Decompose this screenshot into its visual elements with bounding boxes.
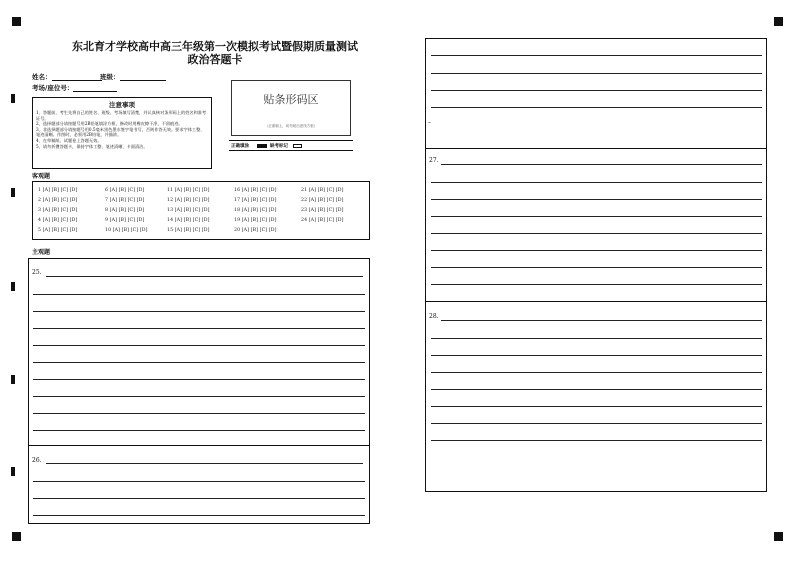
- answer-box-q25[interactable]: [28, 258, 370, 446]
- answer-line: [33, 328, 365, 329]
- side-timing-mark: [11, 467, 15, 476]
- objective-question-10[interactable]: 10 [A] [B] [C] [D]: [105, 228, 148, 233]
- notice-item: 1、答题前，考生先将自己的姓名、班级、考场填写清楚，并认真核对条形码上的姓名和准考证号。: [36, 110, 207, 121]
- objective-question-2[interactable]: 2 [A] [B] [C] [D]: [38, 198, 78, 203]
- answer-line: [33, 481, 365, 482]
- objective-question-8[interactable]: 8 [A] [B] [C] [D]: [105, 208, 145, 213]
- room-seat-field[interactable]: [32, 83, 117, 92]
- answer-line: [431, 423, 762, 424]
- answer-line: [33, 515, 365, 516]
- objective-question-6[interactable]: 6 [A] [B] [C] [D]: [105, 188, 145, 193]
- answer-line: [33, 294, 365, 295]
- notice-item: 5、请勿折叠答题卡，保持字体工整、笔迹清晰、卡面清洁。: [36, 143, 148, 149]
- name-label: 姓名：: [32, 73, 52, 81]
- answer-line: [431, 389, 762, 390]
- objective-question-19[interactable]: 19 [A] [B] [C] [D]: [234, 218, 277, 223]
- question-number-27: 27.: [429, 157, 439, 164]
- question-number-28: 28.: [429, 313, 439, 320]
- question-number-26: 26.: [32, 457, 42, 464]
- answer-line: [46, 463, 363, 464]
- barcode-note: （正面朝上，切勿贴出虚线方框）: [264, 124, 318, 128]
- objective-question-15[interactable]: 15 [A] [B] [C] [D]: [167, 228, 210, 233]
- answer-line: [431, 372, 762, 373]
- answer-box-q28[interactable]: [425, 301, 767, 492]
- answer-line: [33, 311, 365, 312]
- answer-line: [431, 73, 762, 74]
- barcode-area: [231, 80, 351, 136]
- answer-line: [46, 276, 363, 277]
- answer-line: [431, 250, 762, 251]
- notice-item: 4、在草稿纸、试题卷上答题无效。: [36, 137, 102, 143]
- answer-line: [441, 164, 762, 165]
- exam-title: 东北育才学校高中高三年级第一次模拟考试暨假期质量测试: [72, 40, 358, 53]
- objective-question-20[interactable]: 20 [A] [B] [C] [D]: [234, 228, 277, 233]
- fill-example-row: [229, 140, 353, 151]
- correct-fill-label: 正确填涂: [231, 143, 249, 149]
- name-field[interactable]: [32, 72, 102, 81]
- side-timing-mark: [11, 282, 15, 291]
- notice-item: 2、选择题部分请按题号用2B铅笔填涂方框，修改时用橡皮擦干净，不留痕迹。: [36, 121, 183, 127]
- objective-question-23[interactable]: 23 [A] [B] [C] [D]: [301, 208, 344, 213]
- class-label: 班级：: [100, 73, 120, 81]
- objective-section-label: 客观题: [32, 173, 51, 180]
- answer-line: [431, 199, 762, 200]
- answer-line: [33, 413, 365, 414]
- objective-question-11[interactable]: 11 [A] [B] [C] [D]: [167, 188, 210, 193]
- continuation-dash: –: [428, 119, 431, 126]
- class-field[interactable]: [100, 72, 166, 81]
- answer-box-q26[interactable]: [28, 445, 370, 524]
- alignment-marker-bottom-left: [12, 532, 21, 541]
- answer-line: [431, 55, 762, 56]
- answer-line: [33, 430, 365, 431]
- answer-sheet-subtitle: 政治答题卡: [187, 53, 243, 66]
- side-timing-mark: [11, 188, 15, 197]
- objective-question-5[interactable]: 5 [A] [B] [C] [D]: [38, 228, 78, 233]
- objective-question-3[interactable]: 3 [A] [B] [C] [D]: [38, 208, 78, 213]
- objective-question-14[interactable]: 14 [A] [B] [C] [D]: [167, 218, 210, 223]
- objective-question-16[interactable]: 16 [A] [B] [C] [D]: [234, 188, 277, 193]
- objective-question-18[interactable]: 18 [A] [B] [C] [D]: [234, 208, 277, 213]
- objective-question-21[interactable]: 21 [A] [B] [C] [D]: [301, 188, 344, 193]
- objective-question-1[interactable]: 1 [A] [B] [C] [D]: [38, 188, 78, 193]
- answer-line: [431, 284, 762, 285]
- objective-question-24[interactable]: 24 [A] [B] [C] [D]: [301, 218, 344, 223]
- objective-question-12[interactable]: 12 [A] [B] [C] [D]: [167, 198, 210, 203]
- answer-line: [33, 362, 365, 363]
- answer-line: [431, 107, 762, 108]
- missing-exam-checkbox[interactable]: [293, 144, 302, 148]
- answer-line: [431, 440, 762, 441]
- answer-box-q27[interactable]: [425, 148, 767, 302]
- objective-question-17[interactable]: 17 [A] [B] [C] [D]: [234, 198, 277, 203]
- barcode-label: 贴条形码区: [263, 93, 319, 106]
- answer-line: [431, 233, 762, 234]
- alignment-marker-top-left: [12, 17, 21, 26]
- answer-line: [431, 338, 762, 339]
- room-seat-label: 考场/座位号：: [32, 84, 74, 92]
- objective-question-9[interactable]: 9 [A] [B] [C] [D]: [105, 218, 145, 223]
- missing-mark-label: 缺考标记: [270, 143, 288, 149]
- notice-box: [32, 97, 212, 169]
- filled-example-mark: [257, 144, 267, 148]
- side-timing-mark: [11, 94, 15, 103]
- objective-question-7[interactable]: 7 [A] [B] [C] [D]: [105, 198, 145, 203]
- objective-question-13[interactable]: 13 [A] [B] [C] [D]: [167, 208, 210, 213]
- objective-question-22[interactable]: 22 [A] [B] [C] [D]: [301, 198, 344, 203]
- objective-question-4[interactable]: 4 [A] [B] [C] [D]: [38, 218, 78, 223]
- answer-line: [431, 216, 762, 217]
- notice-heading: 注意事项: [109, 101, 135, 109]
- answer-line: [33, 498, 365, 499]
- question-number-25: 25.: [32, 269, 42, 276]
- subjective-section-label: 主观题: [32, 249, 51, 256]
- answer-line: [441, 320, 762, 321]
- answer-line: [431, 355, 762, 356]
- notice-item: 3、非选择题部分请按题号用0.5毫米黑色墨水签字笔书写，否则作答无效。要求字体工整、笔迹清晰。作图时，必须用2B铅笔，并描浓。: [36, 126, 205, 138]
- answer-line: [33, 379, 365, 380]
- answer-line: [33, 345, 365, 346]
- answer-line: [33, 396, 365, 397]
- alignment-marker-top-right: [774, 17, 783, 26]
- alignment-marker-bottom-right: [774, 532, 783, 541]
- side-timing-mark: [11, 375, 15, 384]
- objective-answer-area: [32, 181, 370, 240]
- answer-line: [431, 90, 762, 91]
- answer-line: [431, 182, 762, 183]
- answer-line: [431, 406, 762, 407]
- answer-line: [431, 267, 762, 268]
